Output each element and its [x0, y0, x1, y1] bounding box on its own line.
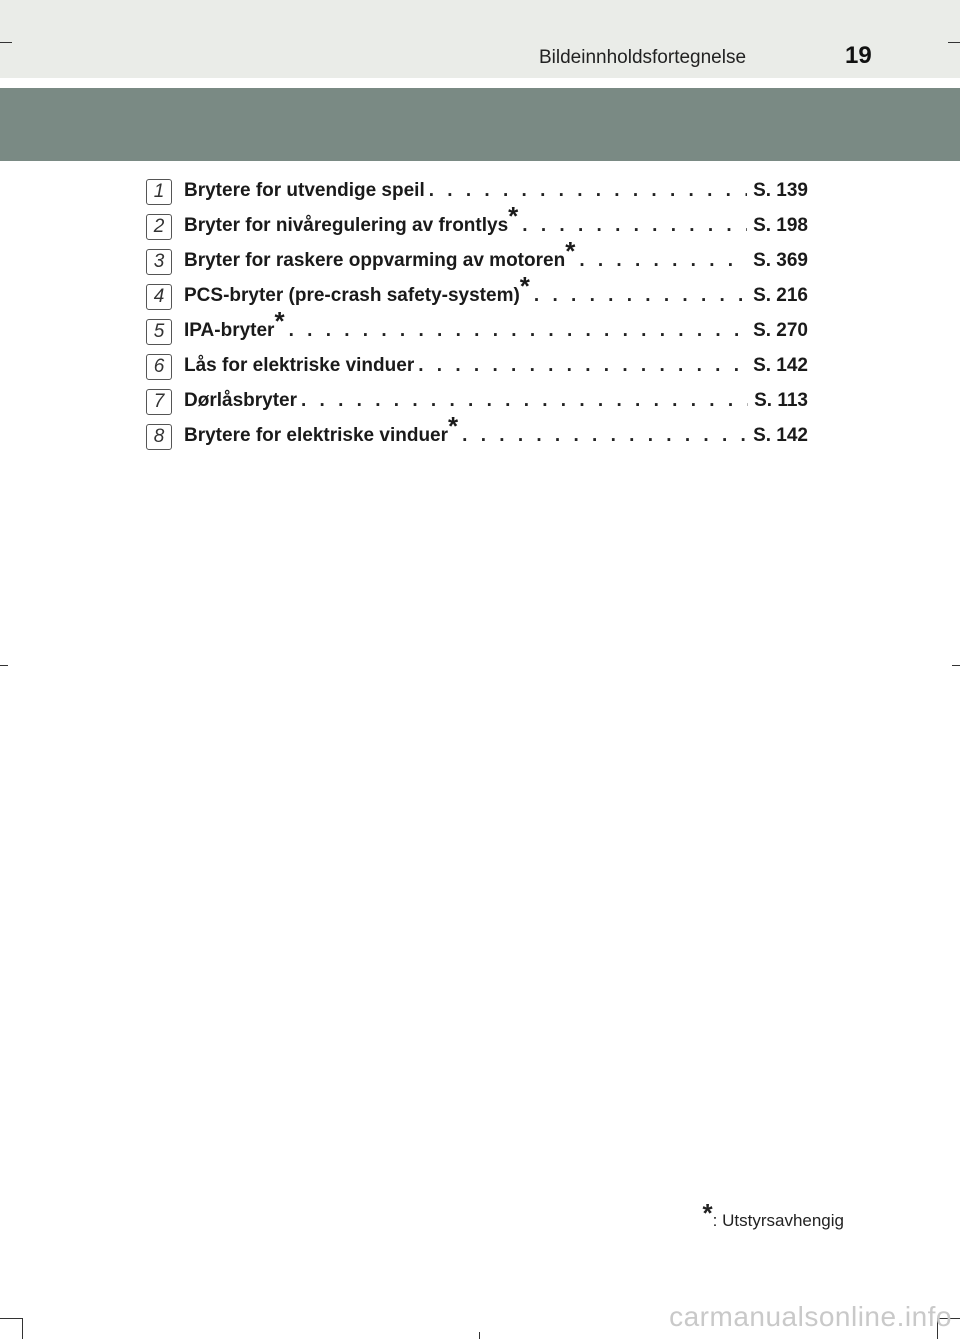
toc-item-title: Brytere for utvendige speil — [184, 180, 425, 201]
page-reference[interactable]: S. 142 — [753, 355, 808, 376]
crop-mark — [948, 42, 960, 43]
dot-leader — [418, 355, 747, 377]
crop-mark — [479, 1332, 480, 1339]
toc-item-title: Bryter for raskere oppvarming av motoren* — [184, 236, 576, 271]
toc-item-title: Bryter for nivåregulering av frontlys* — [184, 201, 519, 236]
toc-item[interactable] — [146, 411, 808, 457]
dot-leader — [534, 285, 747, 307]
toc-item[interactable] — [146, 201, 808, 247]
footnote — [702, 1198, 844, 1231]
section-title: Bildeinnholdsfortegnelse — [539, 47, 747, 68]
page-reference[interactable]: S. 139 — [753, 180, 808, 201]
dot-leader — [289, 320, 747, 342]
toc-item[interactable] — [146, 271, 808, 317]
item-number-badge: 1 — [146, 179, 172, 205]
dot-leader — [301, 390, 748, 412]
header-strip — [0, 0, 960, 78]
page-number: 19 — [845, 42, 872, 69]
page-reference[interactable]: S. 113 — [754, 390, 808, 411]
watermark: carmanualsonline.info — [669, 1301, 952, 1332]
item-number-badge: 2 — [146, 214, 172, 240]
page-reference[interactable]: S. 142 — [753, 425, 808, 446]
asterisk-icon: * — [448, 411, 459, 441]
page-reference[interactable]: S. 198 — [753, 215, 808, 236]
toc-item-title: PCS-bryter (pre-crash safety-system)* — [184, 271, 530, 306]
item-number-badge: 3 — [146, 249, 172, 275]
toc-item-title: Lås for elektriske vinduer — [184, 355, 415, 376]
toc-list — [146, 177, 808, 457]
toc-item-title: Dørlåsbryter — [184, 390, 297, 411]
toc-item-title: Brytere for elektriske vinduer* — [184, 411, 459, 446]
toc-item-title: IPA-bryter* — [184, 306, 285, 341]
header-band — [0, 88, 960, 161]
item-number-badge: 6 — [146, 354, 172, 380]
asterisk-icon: * — [565, 236, 576, 266]
dot-leader — [462, 425, 747, 447]
item-number-badge: 8 — [146, 424, 172, 450]
page-reference[interactable]: S. 216 — [753, 285, 808, 306]
toc-item[interactable] — [146, 177, 808, 212]
page-reference[interactable]: S. 270 — [753, 320, 808, 341]
dot-leader — [522, 215, 747, 237]
crop-mark — [0, 1318, 22, 1319]
crop-mark — [952, 665, 960, 666]
toc-item[interactable] — [146, 306, 808, 352]
toc-item[interactable] — [146, 236, 808, 282]
item-number-badge: 5 — [146, 319, 172, 345]
asterisk-icon: * — [702, 1198, 713, 1228]
crop-mark — [0, 42, 12, 43]
toc-item[interactable] — [146, 352, 808, 387]
asterisk-icon: * — [519, 271, 530, 301]
dot-leader — [579, 250, 747, 272]
crop-mark — [0, 665, 8, 666]
item-number-badge: 7 — [146, 389, 172, 415]
item-number-badge: 4 — [146, 284, 172, 310]
asterisk-icon: * — [274, 306, 285, 336]
crop-mark — [22, 1318, 23, 1339]
toc-item[interactable] — [146, 387, 808, 422]
asterisk-icon: * — [508, 201, 519, 231]
page-reference[interactable]: S. 369 — [753, 250, 808, 271]
footnote-text: : Utstyrsavhengig — [712, 1211, 844, 1230]
dot-leader — [429, 180, 747, 202]
